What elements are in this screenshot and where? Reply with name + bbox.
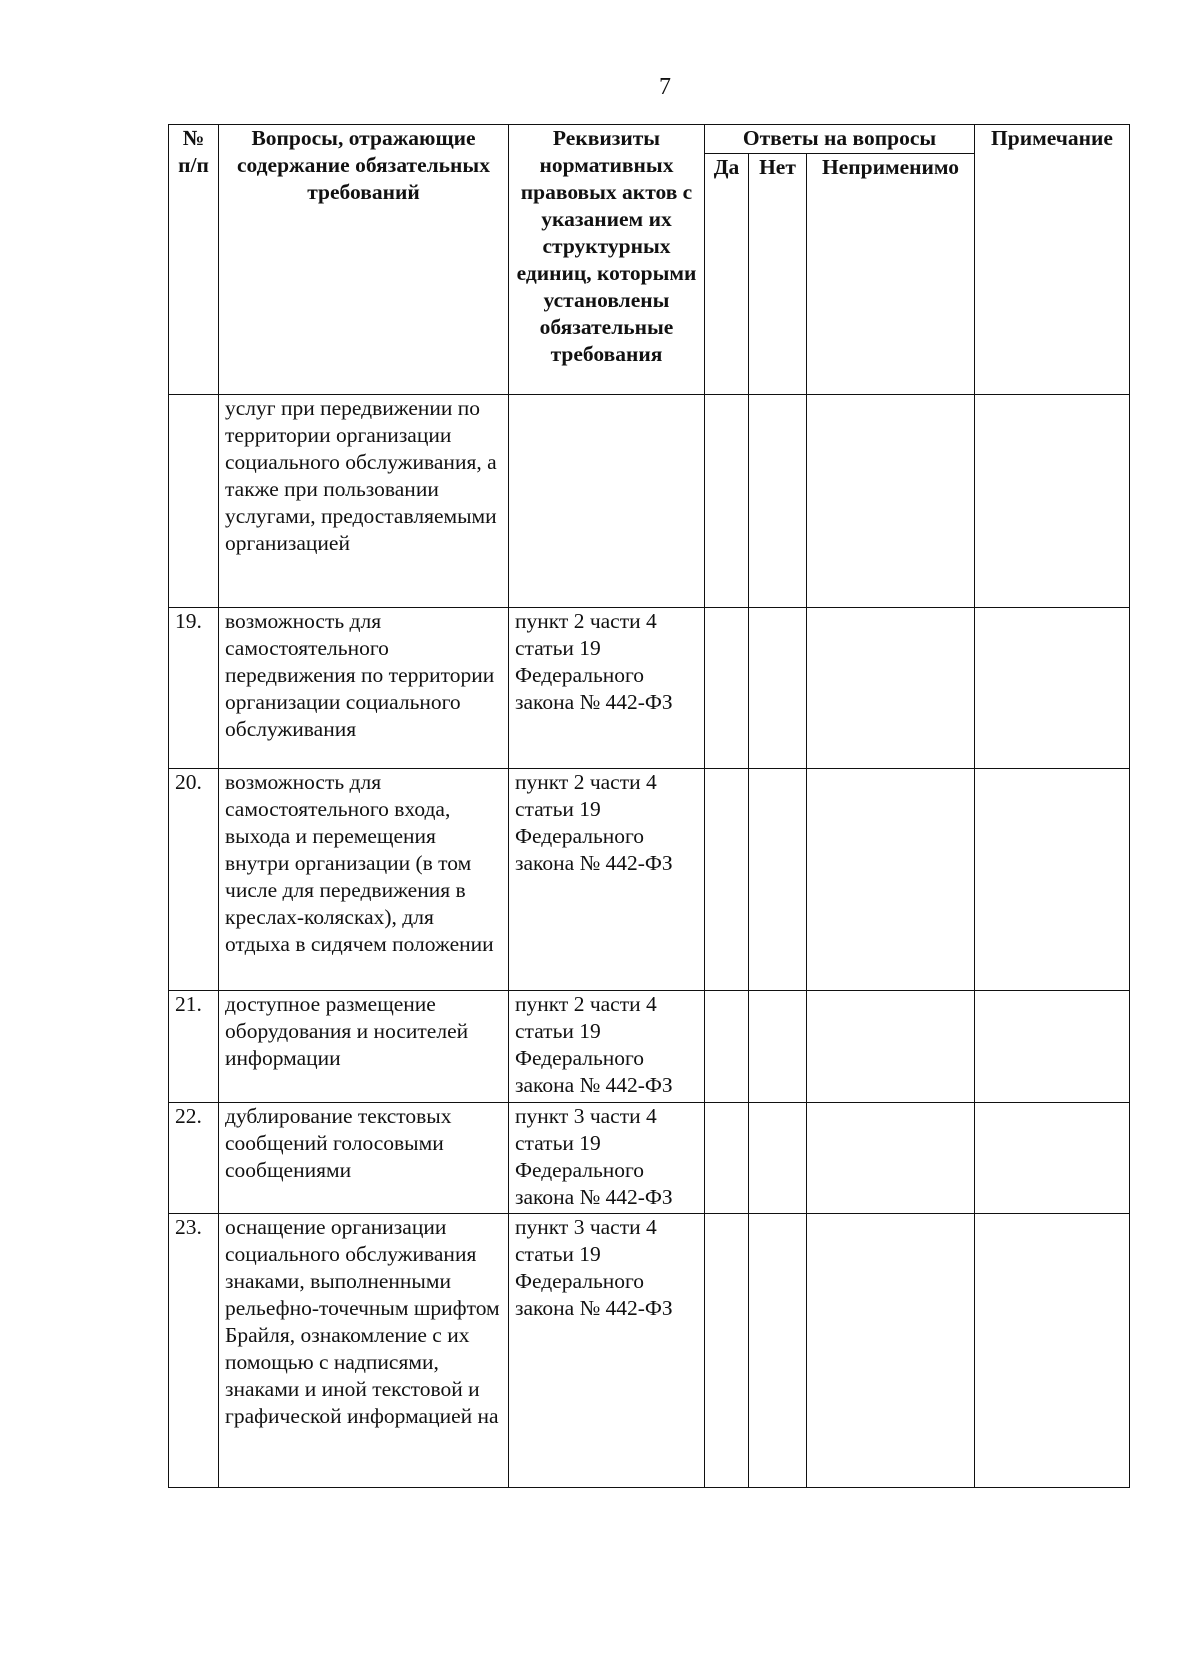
answer-no-cell[interactable] bbox=[749, 608, 807, 769]
row-number: 23. bbox=[169, 1214, 219, 1488]
answer-yes-cell[interactable] bbox=[705, 608, 749, 769]
answer-no-cell[interactable] bbox=[749, 395, 807, 608]
answer-not-applicable-cell[interactable] bbox=[807, 1214, 975, 1488]
header-requisites: Реквизиты нормативных правовых актов с указанием их структурных единиц, которыми установлены обязательные требования bbox=[509, 125, 705, 395]
answer-not-applicable-cell[interactable] bbox=[807, 1103, 975, 1214]
header-number: № п/п bbox=[169, 125, 219, 395]
row-number: 20. bbox=[169, 769, 219, 991]
row-reference: пункт 3 части 4 статьи 19 Федерального закона № 442-ФЗ bbox=[509, 1214, 705, 1488]
row-question: услуг при передвижении по территории организации социального обслуживания, а также при пользовании услугами, предоставляемыми организацией bbox=[219, 395, 509, 608]
row-question: оснащение организации социального обслуживания знаками, выполненными рельефно-точечным шрифтом Брайля, ознакомление с их помощью с надписями, знаками и иной текстовой и графической информацией на bbox=[219, 1214, 509, 1488]
row-reference: пункт 3 части 4 статьи 19 Федерального закона № 442-ФЗ bbox=[509, 1103, 705, 1214]
table-row bbox=[169, 991, 1130, 1103]
table-row bbox=[169, 769, 1130, 991]
row-question: возможность для самостоятельного входа, выхода и перемещения внутри организации (в том числе для передвижения в креслах-колясках), для отдыха в сидячем положении bbox=[219, 769, 509, 991]
note-cell[interactable] bbox=[975, 1214, 1130, 1488]
row-reference: пункт 2 части 4 статьи 19 Федерального закона № 442-ФЗ bbox=[509, 769, 705, 991]
row-reference bbox=[509, 395, 705, 608]
answer-not-applicable-cell[interactable] bbox=[807, 395, 975, 608]
header-not-applicable: Неприменимо bbox=[807, 154, 975, 395]
answer-yes-cell[interactable] bbox=[705, 991, 749, 1103]
header-yes: Да bbox=[705, 154, 749, 395]
answer-no-cell[interactable] bbox=[749, 1214, 807, 1488]
answer-not-applicable-cell[interactable] bbox=[807, 608, 975, 769]
row-number: 22. bbox=[169, 1103, 219, 1214]
row-question: дублирование текстовых сообщений голосовыми сообщениями bbox=[219, 1103, 509, 1214]
note-cell[interactable] bbox=[975, 395, 1130, 608]
table-row bbox=[169, 1103, 1130, 1214]
table-row bbox=[169, 1214, 1130, 1488]
answer-yes-cell[interactable] bbox=[705, 1103, 749, 1214]
answer-yes-cell[interactable] bbox=[705, 769, 749, 991]
header-answers: Ответы на вопросы bbox=[705, 125, 975, 154]
row-reference: пункт 2 части 4 статьи 19 Федерального закона № 442-ФЗ bbox=[509, 991, 705, 1103]
answer-not-applicable-cell[interactable] bbox=[807, 769, 975, 991]
row-question: доступное размещение оборудования и носителей информации bbox=[219, 991, 509, 1103]
header-note: Примечание bbox=[975, 125, 1130, 395]
note-cell[interactable] bbox=[975, 608, 1130, 769]
row-reference: пункт 2 части 4 статьи 19 Федерального закона № 442-ФЗ bbox=[509, 608, 705, 769]
requirements-checklist-table bbox=[168, 124, 1130, 1488]
note-cell[interactable] bbox=[975, 769, 1130, 991]
row-number bbox=[169, 395, 219, 608]
header-no: Нет bbox=[749, 154, 807, 395]
table-row bbox=[169, 395, 1130, 608]
answer-yes-cell[interactable] bbox=[705, 395, 749, 608]
note-cell[interactable] bbox=[975, 991, 1130, 1103]
row-number: 21. bbox=[169, 991, 219, 1103]
note-cell[interactable] bbox=[975, 1103, 1130, 1214]
page-number: 7 bbox=[659, 74, 671, 100]
answer-not-applicable-cell[interactable] bbox=[807, 991, 975, 1103]
answer-no-cell[interactable] bbox=[749, 1103, 807, 1214]
row-question: возможность для самостоятельного передвижения по территории организации социального обслуживания bbox=[219, 608, 509, 769]
answer-no-cell[interactable] bbox=[749, 991, 807, 1103]
answer-yes-cell[interactable] bbox=[705, 1214, 749, 1488]
answer-no-cell[interactable] bbox=[749, 769, 807, 991]
header-question: Вопросы, отражающие содержание обязательных требований bbox=[219, 125, 509, 395]
row-number: 19. bbox=[169, 608, 219, 769]
header-row bbox=[169, 125, 1130, 154]
table-row bbox=[169, 608, 1130, 769]
